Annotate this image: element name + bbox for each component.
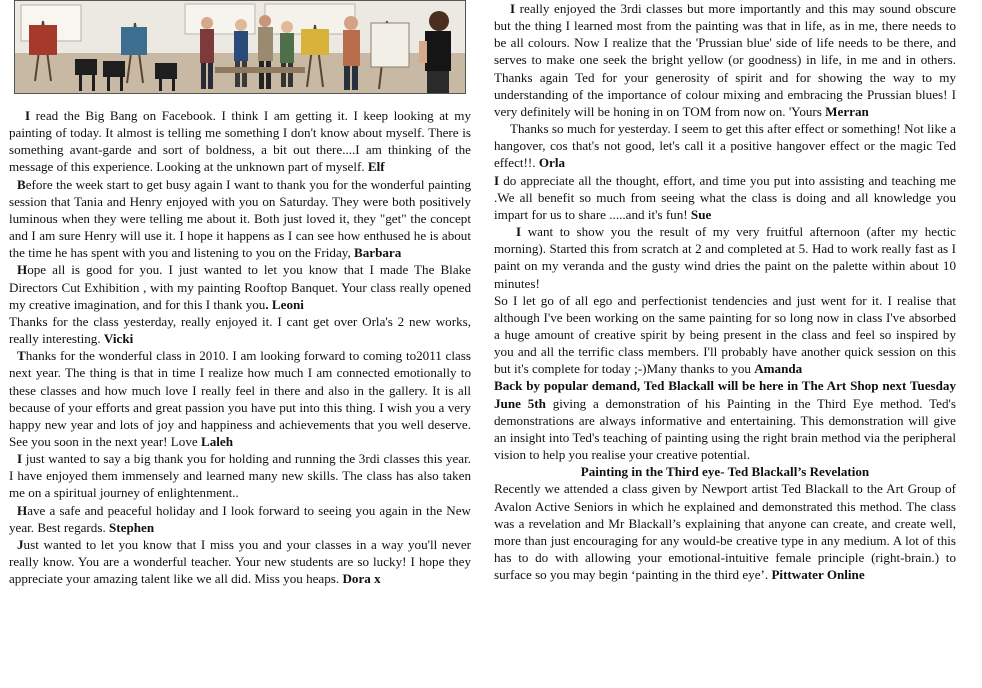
- announcement-headline: Back by popular demand, Ted Blackall will be here in The Art Shop next Tuesday June 5th: [494, 378, 956, 411]
- class-photo-illustration: [15, 1, 466, 94]
- signature: Sue: [690, 206, 712, 222]
- drop-letter: I: [17, 451, 23, 467]
- article-heading: Painting in the Third eye- Ted Blackall’s Revelation: [580, 464, 870, 480]
- drop-letter: I: [494, 172, 500, 188]
- testimonial-text: So I let go of all ego and perfectionist tendencies and just went for it. I realise that although I've been working on the same painting for so long now in class I've absorbed a huge amount of creative spirit by being present in the class and feel so inspired by you and all the terrific class members. I'll probably have another quick session on this but it's complete for today ;-)Many thanks to you: [494, 292, 956, 377]
- testimonial-text: ope all is good for you. I just wanted to let you know that I made The Blake Directors Cut Exhibition , with my painting Rooftop Banquet. Your class really opened my creative imagination, and for this I thank you: [9, 262, 471, 312]
- signature: Orla: [538, 155, 566, 171]
- testimonial-text: want to show you the result of my very fruitful afternoon (after my hectic morning). Started this from scratch at 2 and completed at 5. Had to work really fast as I paint on my veranda and the gusty wind dries the paint on the palette within about 10 minutes!: [494, 224, 956, 291]
- drop-letter: T: [17, 348, 26, 364]
- testimonial: [9, 107, 471, 176]
- testimonial-text: Thanks for the class yesterday, really enjoyed it. I cant get over Orla's 2 new works, really interesting.: [9, 313, 471, 347]
- testimonial-text: efore the week start to get busy again I want to thank you for the wonderful painting session that Tania and Henry enjoyed with you on Saturday. They were both positively luminous when they were telling me about it. Both just loved it, they "get" the concept and I am sure Henry will use it. I hope it happens as I can see how enthused he is about the time he has spent with you and listening to you on the Friday,: [9, 176, 471, 261]
- signature: Vicki: [103, 331, 134, 347]
- left-column: [9, 0, 471, 587]
- testimonial: [494, 172, 956, 223]
- testimonial-text: really enjoyed the 3rdi classes but more importantly and this may sound obscure but the thing I learned most from the painting was that in life, as in me, there needs to be all colours. Now I realize that the 'Prussian blue' side of life needs to be there, and serves to make one seek the bright yellow (or goodness) in life, in me and in others. Thanks again Ted for your generosity of spirit and for showing the way to my understanding of the importance of colour mixing and embracing the Prussian blues! I very definitely will be honing in on TOM from now on. 'Yours: [494, 1, 956, 119]
- testimonial: [9, 313, 471, 347]
- signature: Dora x: [342, 571, 381, 587]
- testimonial: [9, 176, 471, 262]
- drop-letter: I: [25, 108, 31, 123]
- announcement-text: giving a demonstration of his Painting in the Third Eye method. Ted's demonstrations are always informative and entertaining. This demonstration will give an insight into Ted's teaching of painting using the right brain method via the peripheral vision to help you realise your creative potential.: [494, 395, 956, 463]
- testimonial: [9, 536, 471, 587]
- testimonial-text: hanks for the wonderful class in 2010. I am looking forward to coming to2011 class next year. The thing is that in time I realize how much I am connected emotionally to these classes and how much love I really feel in there and also in the gallery. It is all because of your efforts and great passion you have put into this thing. I wish you a very happy new year and lots of joy and happiness and achievements that you well deserve. See you soon in the next year! Love: [9, 348, 471, 449]
- class-photo: [14, 0, 466, 94]
- testimonial-text: ust wanted to let you know that I miss you and your classes in a way you'll never really know. You are a wonderful teacher. Your new students are so lucky! I hope they appreciate your amazing talent like we all did. Miss you heaps.: [9, 536, 471, 587]
- testimonial-text: ave a safe and peaceful holiday and I look forward to seeing you again in the New year. Best regards.: [9, 502, 471, 535]
- testimonial-text: Thanks so much for yesterday. I seem to get this after effect or something! Not like a hangover, cos that's not good, let's call it a positive hangover effect or the magic Ted effect!!.: [494, 121, 956, 171]
- article-body: [494, 480, 956, 583]
- testimonials-left: [9, 107, 471, 587]
- drop-letter: H: [17, 502, 28, 518]
- signature: Stephen: [109, 519, 155, 535]
- right-column: [494, 0, 956, 583]
- signature: Amanda: [754, 361, 803, 377]
- signature: Laleh: [201, 433, 234, 449]
- testimonial: [9, 261, 471, 312]
- article-source: Pittwater Online: [771, 567, 865, 583]
- testimonial-text: do appreciate all the thought, effort, and time you put into assisting and teaching me .We all benefit so much from seeing what the class is doing and all knowledge you impart for us to share .....and it's fun!: [494, 172, 956, 222]
- signature: . Leoni: [265, 296, 304, 312]
- testimonial: [9, 347, 471, 450]
- drop-letter: B: [17, 176, 26, 192]
- article-text: Recently we attended a class given by Newport artist Ted Blackall to the Art Group of Avalon Active Seniors in which he explained and demonstrated this method. The class was a revelation and Mr Blackall’s explaining that anyone can create, and create well, more than just encouraging for any would-be creative type in any medium. A lot of this has to do with allowing your emotional-intuitive female principle (right-brain.) to surface so you may begin ‘painting in the third eye’.: [494, 481, 956, 583]
- testimonial: [9, 450, 471, 501]
- testimonial: [494, 0, 956, 120]
- signature: Merran: [825, 103, 869, 119]
- drop-letter: H: [17, 262, 28, 278]
- announcement: [494, 377, 956, 463]
- testimonial-text: just wanted to say a big thank you for holding and running the 3rdi classes this year. I have enjoyed them immensely and learned many new skills. The class has also taken me on a spiritual journey of enlightenment..: [9, 451, 471, 501]
- testimonial: [9, 502, 471, 536]
- drop-letter: I: [510, 1, 516, 16]
- drop-letter: J: [17, 536, 24, 552]
- testimonial: [494, 120, 956, 171]
- drop-letter: I: [516, 224, 522, 240]
- signature: Barbara: [354, 245, 402, 261]
- testimonial: [494, 292, 956, 378]
- signature: Elf: [367, 159, 385, 175]
- testimonial-text: read the Big Bang on Facebook. I think I am getting it. I keep looking at my painting of today. It almost is telling me something I don't know about myself. There is something avant-garde and sort of boldness, a bit out there....I am thinking of the message of this experience. Looking at the unknown part of myself.: [9, 108, 471, 175]
- testimonial: [494, 223, 956, 292]
- testimonials-right: [494, 0, 956, 377]
